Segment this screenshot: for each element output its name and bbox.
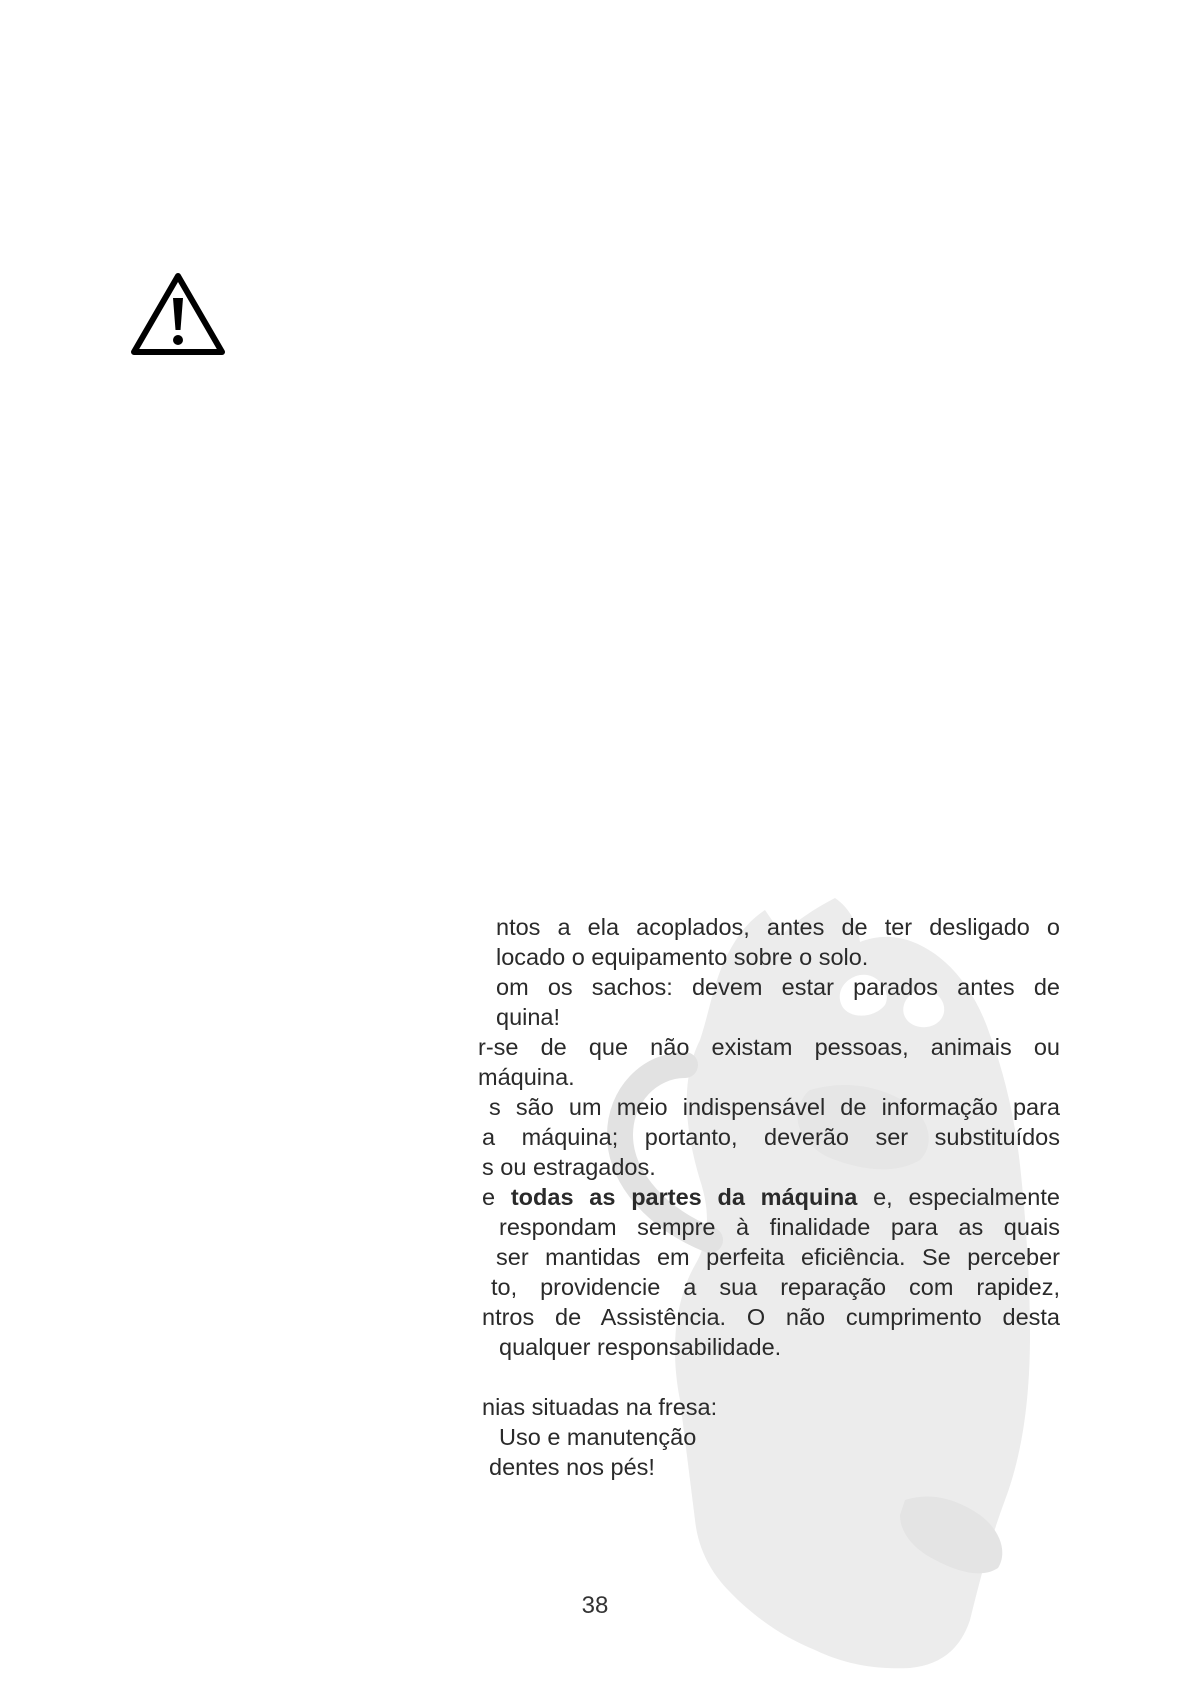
text-line: dentes nos pés! <box>489 1454 655 1480</box>
text-line: om os sachos: devem estar parados antes de <box>496 974 1060 1000</box>
bold-text-run: todas as partes da máquina <box>510 1184 858 1210</box>
text-line: quina! <box>496 1004 561 1030</box>
text-line: locado o equipamento sobre o solo. <box>496 944 869 970</box>
text-line: a máquina; portanto, deverão ser substituídos <box>482 1124 1060 1150</box>
text-line: ntros de Assistência. O não cumprimento desta <box>482 1304 1060 1330</box>
warning-triangle-icon <box>130 272 226 358</box>
text-line: r-se de que não existam pessoas, animais ou <box>478 1034 1060 1060</box>
text-run: e <box>482 1184 511 1210</box>
text-line: s ou estragados. <box>482 1154 656 1180</box>
safety-text-block <box>478 912 1060 1482</box>
page-number: 38 <box>581 1592 609 1619</box>
text-line: s são um meio indispensável de informação para <box>489 1094 1060 1120</box>
text-line: ser mantidas em perfeita eficiência. Se perceber <box>496 1244 1060 1270</box>
text-line: respondam sempre à finalidade para as quais <box>499 1214 1060 1240</box>
text-line: qualquer responsabilidade. <box>499 1334 782 1360</box>
text-line: ntos a ela acoplados, antes de ter desligado o <box>496 914 1060 940</box>
text-run: e, especialmente <box>857 1184 1060 1210</box>
text-line: to, providencie a sua reparação com rapidez, <box>491 1274 1060 1300</box>
text-line-mixed <box>478 1182 1060 1212</box>
text-line: máquina. <box>478 1064 575 1090</box>
text-line: nias situadas na fresa: <box>482 1394 718 1420</box>
text-line: Uso e manutenção <box>499 1424 697 1450</box>
paragraph-gap <box>478 1362 1060 1392</box>
